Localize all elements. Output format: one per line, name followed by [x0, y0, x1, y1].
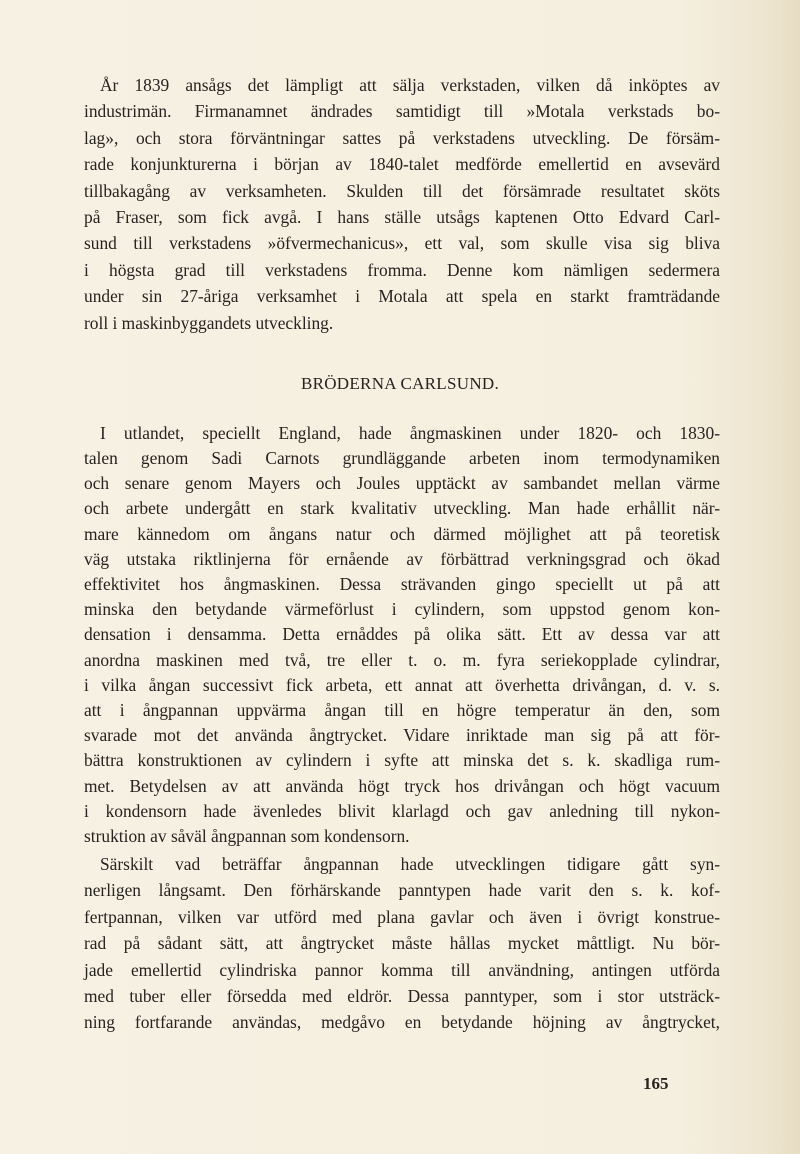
- text-line: lag», och stora förväntningar sattes på verkstadens utveckling. De försäm-: [84, 127, 720, 148]
- text-line: industrimän. Firmanamnet ändrades samtidigt till »Motala verkstads bo-: [84, 101, 720, 122]
- text-line: svarade mot det använda ångtrycket. Vidare inriktade man sig på att för-: [84, 725, 720, 746]
- text-line: ning fortfarande användas, medgåvo en betydande höjning av ångtrycket,: [84, 1012, 720, 1033]
- text-line: minska den betydande värmeförlust i cylindern, som uppstod genom kon-: [84, 599, 720, 620]
- text-line: I utlandet, speciellt England, hade ångmaskinen under 1820- och 1830-: [100, 422, 720, 443]
- text-line: mare kännedom om ångans natur och därmed möjlighet att på teoretisk: [84, 523, 720, 544]
- paragraph-3: [84, 851, 721, 1036]
- text-line: År 1839 ansågs det lämpligt att sälja verkstaden, vilken då inköptes av: [100, 75, 720, 95]
- text-line: i vilka ångan successivt fick arbeta, ett annat att överhetta drivångan, d. v. s.: [84, 674, 720, 695]
- text-line: i högsta grad till verkstadens fromma. Denne kom nämligen sedermera: [84, 259, 720, 280]
- text-line: roll i maskinbyggandets utveckling.: [84, 312, 334, 333]
- text-line: met. Betydelsen av att använda högt tryck hos drivångan och högt vacuum: [84, 775, 720, 796]
- paragraph-2: [84, 421, 721, 849]
- text-line: Särskilt vad beträffar ångpannan hade utvecklingen tidigare gått syn-: [100, 854, 720, 875]
- text-line: tillbakagång av verksamheten. Skulden till det försämrade resultatet sköts: [84, 180, 720, 201]
- text-line: att i ångpannan uppvärma ångan till en högre temperatur än den, som: [84, 699, 720, 720]
- text-line: densation i densamma. Detta ernåddes på olika sätt. Ett av dessa var att: [84, 624, 720, 645]
- text-line: i kondensorn hade ävenledes blivit klarlagd och gav anledning till nykon-: [84, 800, 720, 821]
- text-line: struktion av såväl ångpannan som kondensorn.: [84, 825, 410, 846]
- text-line: och arbete undergått en stark kvalitativ utveckling. Man hade erhållit när-: [84, 498, 720, 519]
- text-line: anordna maskinen med två, tre eller t. o. m. fyra seriekopplade cylindrar,: [84, 649, 720, 670]
- text-line: rade konjunkturerna i början av 1840-talet medförde emellertid en avsevärd: [84, 154, 720, 175]
- text-line: med tuber eller försedda med eldrör. Dessa panntyper, som i stor utsträck-: [84, 986, 720, 1007]
- page-body: [84, 72, 721, 1036]
- text-line: sund till verkstadens »öfvermechanicus», ett val, som skulle visa sig bliva: [84, 233, 720, 254]
- text-line: väg utstaka riktlinjerna för ernående av förbättrad verkningsgrad och ökad: [84, 548, 720, 569]
- page-number: 165: [643, 1074, 669, 1093]
- text-line: och senare genom Mayers och Joules upptäckt av sambandet mellan värme: [84, 473, 720, 494]
- text-line: fertpannan, vilken var utförd med plana gavlar och även i övrigt konstrue-: [84, 906, 720, 927]
- text-line: effektivitet hos ångmaskinen. Dessa strävanden gingo speciellt ut på att: [84, 574, 720, 595]
- text-line: under sin 27-åriga verksamhet i Motala att spela en starkt framträdande: [84, 286, 720, 307]
- text-line: talen genom Sadi Carnots grundläggande arbeten inom termodynamiken: [84, 448, 720, 469]
- text-line: på Fraser, som fick avgå. I hans ställe utsågs kaptenen Otto Edvard Carl-: [84, 206, 720, 227]
- section-heading: BRÖDERNA CARLSUND.: [300, 373, 500, 393]
- text-line: nerligen långsamt. Den förhärskande panntypen hade varit den s. k. kof-: [84, 880, 720, 901]
- text-line: bättra konstruktionen av cylindern i syfte att minska det s. k. skadliga rum-: [84, 750, 720, 771]
- paragraph-1: [84, 72, 721, 336]
- text-line: jade emellertid cylindriska pannor komma till användning, antingen utförda: [84, 959, 720, 980]
- text-line: rad på sådant sätt, att ångtrycket måste hållas mycket måttligt. Nu bör-: [84, 933, 720, 954]
